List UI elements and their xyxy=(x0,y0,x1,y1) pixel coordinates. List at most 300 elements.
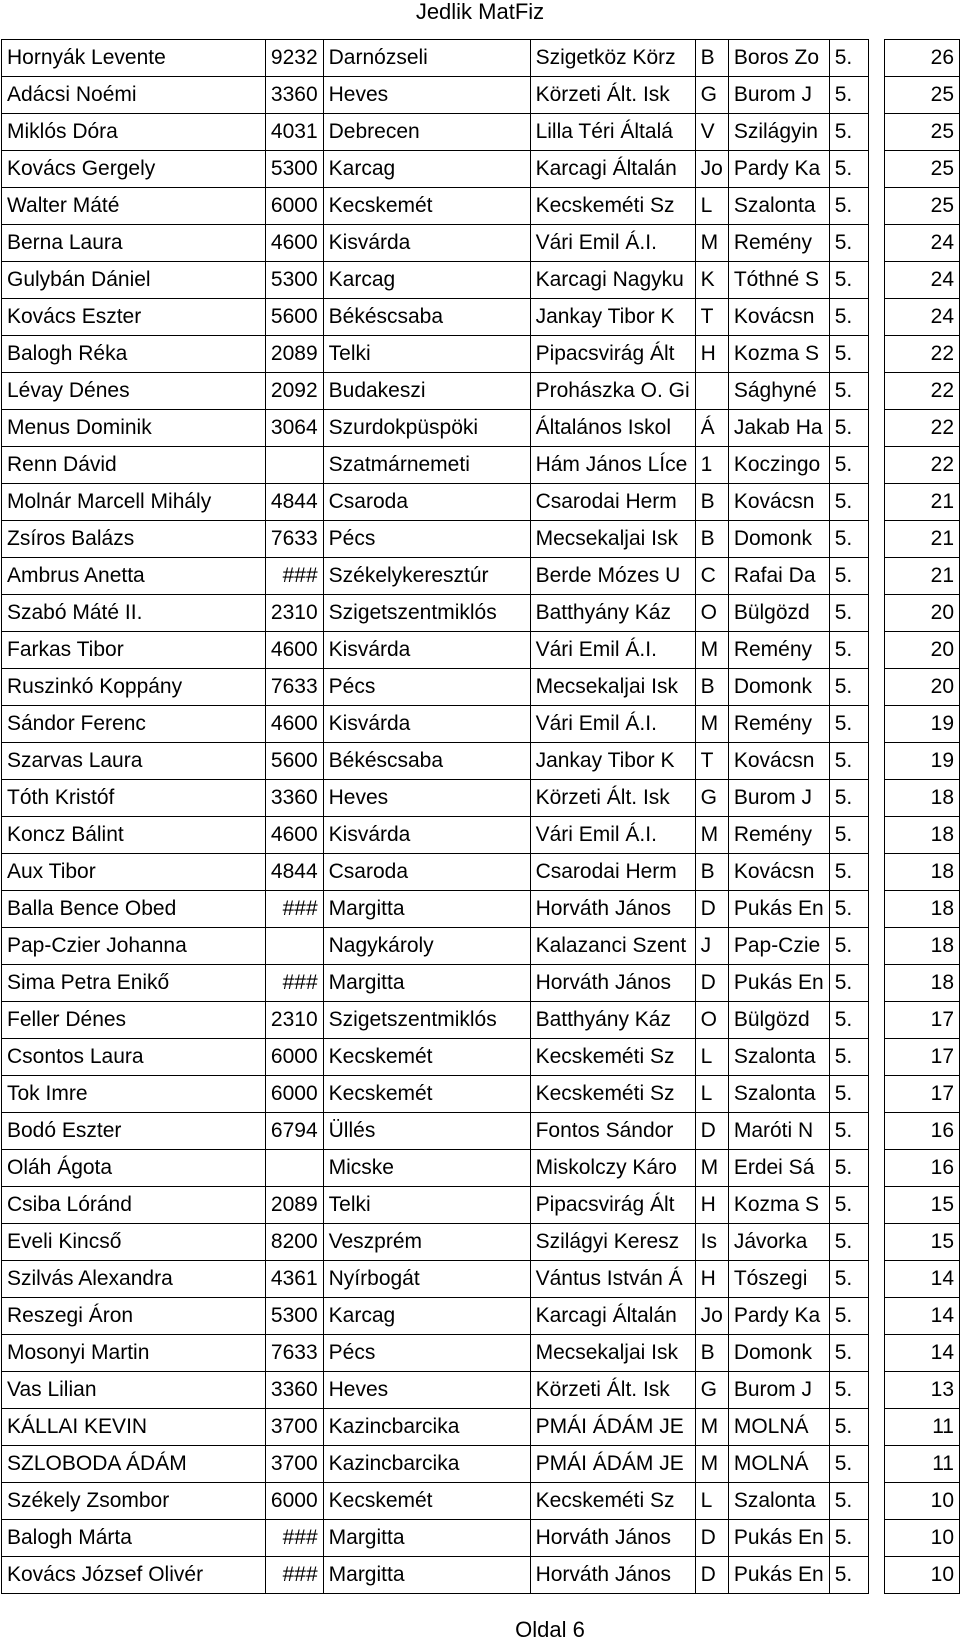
cell-grade: 5. xyxy=(829,854,868,891)
cell-teacher-name: Boros Zo xyxy=(728,40,829,77)
cell-teacher-name: Kovácsn xyxy=(728,854,829,891)
cell-student-name: Berna Laura xyxy=(2,225,266,262)
cell-city: Nagykároly xyxy=(323,928,530,965)
cell-school-name: Prohászka O. Gi xyxy=(530,373,695,410)
cell-score: 22 xyxy=(884,336,959,373)
cell-school-code: T xyxy=(695,299,728,336)
cell-score: 18 xyxy=(884,891,959,928)
cell-school-name: Csarodai Herm xyxy=(530,854,695,891)
page-header-title: Jedlik MatFiz xyxy=(415,0,545,24)
results-table xyxy=(1,39,960,1594)
cell-gap xyxy=(869,1483,885,1520)
cell-grade: 5. xyxy=(829,77,868,114)
cell-score: 17 xyxy=(884,1002,959,1039)
cell-city: Micske xyxy=(323,1150,530,1187)
cell-teacher-name: Pukás En xyxy=(728,1520,829,1557)
cell-teacher-name: Burom J xyxy=(728,77,829,114)
cell-city: Kazincbarcika xyxy=(323,1446,530,1483)
cell-school-code: B xyxy=(695,1335,728,1372)
cell-postal-code: ### xyxy=(265,558,323,595)
cell-postal-code: ### xyxy=(265,1520,323,1557)
cell-student-name: Menus Dominik xyxy=(2,410,266,447)
cell-school-name: Kecskeméti Sz xyxy=(530,1076,695,1113)
cell-student-name: Bodó Eszter xyxy=(2,1113,266,1150)
cell-student-name: Adácsi Noémi xyxy=(2,77,266,114)
cell-gap xyxy=(869,1039,885,1076)
cell-grade: 5. xyxy=(829,817,868,854)
cell-student-name: Oláh Ágota xyxy=(2,1150,266,1187)
cell-school-code: H xyxy=(695,1187,728,1224)
cell-grade: 5. xyxy=(829,373,868,410)
cell-student-name: Sándor Ferenc xyxy=(2,706,266,743)
cell-school-code: L xyxy=(695,188,728,225)
cell-school-code: T xyxy=(695,743,728,780)
cell-city: Karcag xyxy=(323,1298,530,1335)
cell-school-code: M xyxy=(695,1409,728,1446)
cell-grade: 5. xyxy=(829,447,868,484)
cell-student-name: Tok Imre xyxy=(2,1076,266,1113)
table-row xyxy=(2,225,960,262)
cell-school-name: Kalazanci Szent xyxy=(530,928,695,965)
cell-school-code: M xyxy=(695,632,728,669)
cell-school-name: PMÁI ÁDÁM JE xyxy=(530,1446,695,1483)
cell-city: Kecskemét xyxy=(323,1039,530,1076)
cell-score: 20 xyxy=(884,632,959,669)
cell-postal-code: 7633 xyxy=(265,1335,323,1372)
table-row xyxy=(2,928,960,965)
cell-student-name: Sima Petra Enikő xyxy=(2,965,266,1002)
cell-school-name: Berde Mózes U xyxy=(530,558,695,595)
cell-school-name: Vári Emil Á.I. xyxy=(530,817,695,854)
cell-gap xyxy=(869,262,885,299)
cell-student-name: Tóth Kristóf xyxy=(2,780,266,817)
cell-teacher-name: Kovácsn xyxy=(728,484,829,521)
cell-school-name: Hám János LÍce xyxy=(530,447,695,484)
cell-teacher-name: Kovácsn xyxy=(728,743,829,780)
cell-student-name: Reszegi Áron xyxy=(2,1298,266,1335)
cell-grade: 5. xyxy=(829,521,868,558)
cell-city: Telki xyxy=(323,1187,530,1224)
cell-school-code: Jo xyxy=(695,151,728,188)
cell-school-code: M xyxy=(695,1150,728,1187)
cell-student-name: Eveli Kincső xyxy=(2,1224,266,1261)
cell-score: 19 xyxy=(884,706,959,743)
cell-gap xyxy=(869,1298,885,1335)
cell-score: 14 xyxy=(884,1298,959,1335)
cell-grade: 5. xyxy=(829,336,868,373)
cell-score: 11 xyxy=(884,1409,959,1446)
cell-score: 17 xyxy=(884,1039,959,1076)
cell-postal-code: 3700 xyxy=(265,1409,323,1446)
cell-grade: 5. xyxy=(829,484,868,521)
cell-student-name: Székely Zsombor xyxy=(2,1483,266,1520)
table-row xyxy=(2,743,960,780)
cell-school-code: L xyxy=(695,1076,728,1113)
cell-grade: 5. xyxy=(829,1187,868,1224)
cell-city: Heves xyxy=(323,780,530,817)
table-row xyxy=(2,262,960,299)
cell-score: 17 xyxy=(884,1076,959,1113)
cell-teacher-name: MOLNÁ xyxy=(728,1446,829,1483)
cell-grade: 5. xyxy=(829,299,868,336)
cell-student-name: Aux Tibor xyxy=(2,854,266,891)
cell-gap xyxy=(869,521,885,558)
cell-school-code: G xyxy=(695,77,728,114)
cell-postal-code: 4600 xyxy=(265,706,323,743)
cell-gap xyxy=(869,1076,885,1113)
cell-school-name: Körzeti Ált. Isk xyxy=(530,780,695,817)
cell-grade: 5. xyxy=(829,706,868,743)
cell-student-name: Renn Dávid xyxy=(2,447,266,484)
cell-student-name: Walter Máté xyxy=(2,188,266,225)
cell-teacher-name: MOLNÁ xyxy=(728,1409,829,1446)
cell-school-code: V xyxy=(695,114,728,151)
cell-school-name: Vári Emil Á.I. xyxy=(530,706,695,743)
table-row xyxy=(2,1039,960,1076)
cell-teacher-name: Erdei Sá xyxy=(728,1150,829,1187)
cell-score: 15 xyxy=(884,1224,959,1261)
cell-gap xyxy=(869,669,885,706)
cell-city: Csaroda xyxy=(323,854,530,891)
cell-school-name: Vári Emil Á.I. xyxy=(530,632,695,669)
cell-student-name: Feller Dénes xyxy=(2,1002,266,1039)
cell-teacher-name: Domonk xyxy=(728,1335,829,1372)
cell-school-name: Karcagi Általán xyxy=(530,151,695,188)
cell-score: 25 xyxy=(884,188,959,225)
cell-postal-code xyxy=(265,447,323,484)
cell-school-name: Körzeti Ált. Isk xyxy=(530,1372,695,1409)
cell-gap xyxy=(869,1113,885,1150)
table-row xyxy=(2,77,960,114)
cell-school-code: M xyxy=(695,706,728,743)
cell-postal-code: 4600 xyxy=(265,817,323,854)
cell-postal-code: 4844 xyxy=(265,854,323,891)
cell-teacher-name: Kozma S xyxy=(728,1187,829,1224)
cell-city: Margitta xyxy=(323,1557,530,1594)
cell-grade: 5. xyxy=(829,410,868,447)
cell-postal-code: ### xyxy=(265,1557,323,1594)
cell-school-code: H xyxy=(695,336,728,373)
cell-student-name: Hornyák Levente xyxy=(2,40,266,77)
table-row xyxy=(2,114,960,151)
cell-city: Margitta xyxy=(323,891,530,928)
table-row xyxy=(2,965,960,1002)
results-table-body xyxy=(2,40,960,1594)
cell-score: 16 xyxy=(884,1150,959,1187)
cell-city: Telki xyxy=(323,336,530,373)
table-row xyxy=(2,558,960,595)
cell-teacher-name: Remény xyxy=(728,632,829,669)
table-row xyxy=(2,1298,960,1335)
cell-grade: 5. xyxy=(829,40,868,77)
cell-score: 21 xyxy=(884,521,959,558)
cell-city: Kisvárda xyxy=(323,817,530,854)
cell-gap xyxy=(869,336,885,373)
cell-school-name: Batthyány Káz xyxy=(530,595,695,632)
cell-score: 22 xyxy=(884,373,959,410)
cell-gap xyxy=(869,151,885,188)
cell-student-name: Kovács József Olivér xyxy=(2,1557,266,1594)
cell-student-name: Mosonyi Martin xyxy=(2,1335,266,1372)
cell-city: Szatmárnemeti xyxy=(323,447,530,484)
cell-grade: 5. xyxy=(829,1261,868,1298)
table-row xyxy=(2,706,960,743)
cell-school-name: Kecskeméti Sz xyxy=(530,188,695,225)
table-row xyxy=(2,1372,960,1409)
cell-grade: 5. xyxy=(829,1076,868,1113)
cell-student-name: Molnár Marcell Mihály xyxy=(2,484,266,521)
cell-postal-code: 5600 xyxy=(265,299,323,336)
cell-student-name: Kovács Eszter xyxy=(2,299,266,336)
cell-postal-code: 7633 xyxy=(265,521,323,558)
cell-gap xyxy=(869,484,885,521)
cell-city: Pécs xyxy=(323,669,530,706)
cell-student-name: Ruszinkó Koppány xyxy=(2,669,266,706)
cell-school-name: Mecsekaljai Isk xyxy=(530,1335,695,1372)
cell-postal-code: 6000 xyxy=(265,1483,323,1520)
cell-city: Heves xyxy=(323,77,530,114)
cell-score: 18 xyxy=(884,780,959,817)
cell-gap xyxy=(869,632,885,669)
cell-student-name: Szarvas Laura xyxy=(2,743,266,780)
table-row xyxy=(2,410,960,447)
cell-school-name: Csarodai Herm xyxy=(530,484,695,521)
cell-gap xyxy=(869,188,885,225)
cell-gap xyxy=(869,410,885,447)
cell-city: Kecskemét xyxy=(323,1483,530,1520)
table-row xyxy=(2,669,960,706)
cell-school-code: M xyxy=(695,225,728,262)
cell-school-name: Kecskeméti Sz xyxy=(530,1039,695,1076)
cell-gap xyxy=(869,114,885,151)
cell-school-code: D xyxy=(695,891,728,928)
table-row xyxy=(2,891,960,928)
table-row xyxy=(2,521,960,558)
cell-score: 24 xyxy=(884,262,959,299)
cell-school-code: D xyxy=(695,1113,728,1150)
table-row xyxy=(2,780,960,817)
cell-teacher-name: Maróti N xyxy=(728,1113,829,1150)
cell-gap xyxy=(869,1002,885,1039)
cell-teacher-name: Szalonta xyxy=(728,1483,829,1520)
cell-gap xyxy=(869,1261,885,1298)
table-row xyxy=(2,1187,960,1224)
cell-score: 26 xyxy=(884,40,959,77)
cell-school-name: Vántus István Á xyxy=(530,1261,695,1298)
cell-gap xyxy=(869,928,885,965)
table-row xyxy=(2,632,960,669)
cell-postal-code: 2092 xyxy=(265,373,323,410)
cell-postal-code: 6794 xyxy=(265,1113,323,1150)
cell-score: 11 xyxy=(884,1446,959,1483)
cell-score: 19 xyxy=(884,743,959,780)
cell-score: 25 xyxy=(884,77,959,114)
cell-postal-code: 7633 xyxy=(265,669,323,706)
cell-teacher-name: Pukás En xyxy=(728,965,829,1002)
cell-grade: 5. xyxy=(829,780,868,817)
cell-teacher-name: Tószegi xyxy=(728,1261,829,1298)
cell-gap xyxy=(869,447,885,484)
cell-school-code: H xyxy=(695,1261,728,1298)
table-row xyxy=(2,854,960,891)
cell-school-code: M xyxy=(695,817,728,854)
cell-school-name: Általános Iskol xyxy=(530,410,695,447)
cell-school-code xyxy=(695,373,728,410)
cell-grade: 5. xyxy=(829,1557,868,1594)
cell-school-name: Mecsekaljai Isk xyxy=(530,669,695,706)
cell-postal-code: 6000 xyxy=(265,1076,323,1113)
cell-gap xyxy=(869,743,885,780)
cell-school-code: K xyxy=(695,262,728,299)
cell-grade: 5. xyxy=(829,558,868,595)
cell-score: 18 xyxy=(884,854,959,891)
cell-teacher-name: Rafai Da xyxy=(728,558,829,595)
cell-grade: 5. xyxy=(829,114,868,151)
cell-postal-code: 2089 xyxy=(265,1187,323,1224)
table-row xyxy=(2,1520,960,1557)
cell-gap xyxy=(869,299,885,336)
cell-school-name: Jankay Tibor K xyxy=(530,299,695,336)
cell-school-name: Horváth János xyxy=(530,1520,695,1557)
table-row xyxy=(2,1113,960,1150)
cell-teacher-name: Domonk xyxy=(728,669,829,706)
cell-teacher-name: Domonk xyxy=(728,521,829,558)
cell-score: 10 xyxy=(884,1557,959,1594)
cell-gap xyxy=(869,854,885,891)
cell-student-name: Csiba Lóránd xyxy=(2,1187,266,1224)
cell-student-name: Pap-Czier Johanna xyxy=(2,928,266,965)
cell-school-name: Karcagi Általán xyxy=(530,1298,695,1335)
cell-student-name: Koncz Bálint xyxy=(2,817,266,854)
cell-school-code: O xyxy=(695,1002,728,1039)
cell-school-name: Pipacsvirág Ált xyxy=(530,1187,695,1224)
cell-school-code: G xyxy=(695,780,728,817)
cell-score: 22 xyxy=(884,410,959,447)
cell-gap xyxy=(869,1224,885,1261)
cell-grade: 5. xyxy=(829,743,868,780)
cell-grade: 5. xyxy=(829,1002,868,1039)
cell-gap xyxy=(869,706,885,743)
cell-postal-code: 5300 xyxy=(265,262,323,299)
cell-student-name: Gulybán Dániel xyxy=(2,262,266,299)
cell-teacher-name: Szalonta xyxy=(728,1039,829,1076)
cell-city: Szigetszentmiklós xyxy=(323,595,530,632)
cell-score: 15 xyxy=(884,1187,959,1224)
cell-city: Veszprém xyxy=(323,1224,530,1261)
cell-grade: 5. xyxy=(829,891,868,928)
cell-school-code: D xyxy=(695,1520,728,1557)
cell-teacher-name: Szalonta xyxy=(728,1076,829,1113)
cell-city: Békéscsaba xyxy=(323,743,530,780)
cell-teacher-name: Remény xyxy=(728,225,829,262)
cell-teacher-name: Burom J xyxy=(728,1372,829,1409)
cell-score: 25 xyxy=(884,151,959,188)
cell-city: Margitta xyxy=(323,1520,530,1557)
cell-school-name: Karcagi Nagyku xyxy=(530,262,695,299)
table-row xyxy=(2,151,960,188)
cell-school-name: Körzeti Ált. Isk xyxy=(530,77,695,114)
cell-postal-code: 6000 xyxy=(265,188,323,225)
cell-teacher-name: Szalonta xyxy=(728,188,829,225)
cell-teacher-name: Kozma S xyxy=(728,336,829,373)
cell-postal-code: 5300 xyxy=(265,1298,323,1335)
cell-city: Pécs xyxy=(323,1335,530,1372)
table-row xyxy=(2,336,960,373)
table-row xyxy=(2,373,960,410)
cell-school-name: Pipacsvirág Ált xyxy=(530,336,695,373)
cell-postal-code: 3064 xyxy=(265,410,323,447)
cell-gap xyxy=(869,1446,885,1483)
cell-school-name: Miskolczy Káro xyxy=(530,1150,695,1187)
cell-teacher-name: Bülgözd xyxy=(728,595,829,632)
cell-grade: 5. xyxy=(829,262,868,299)
cell-student-name: Ambrus Anetta xyxy=(2,558,266,595)
cell-grade: 5. xyxy=(829,1372,868,1409)
page-footer-number: Oldal 6 xyxy=(515,1617,585,1642)
cell-student-name: KÁLLAI KEVIN xyxy=(2,1409,266,1446)
cell-grade: 5. xyxy=(829,1150,868,1187)
cell-teacher-name: Remény xyxy=(728,706,829,743)
table-row xyxy=(2,1002,960,1039)
cell-school-name: Horváth János xyxy=(530,965,695,1002)
cell-gap xyxy=(869,373,885,410)
cell-score: 25 xyxy=(884,114,959,151)
cell-school-code: 1 xyxy=(695,447,728,484)
cell-grade: 5. xyxy=(829,669,868,706)
cell-gap xyxy=(869,1335,885,1372)
cell-school-code: Á xyxy=(695,410,728,447)
cell-school-name: Mecsekaljai Isk xyxy=(530,521,695,558)
cell-school-code: Is xyxy=(695,1224,728,1261)
cell-score: 10 xyxy=(884,1520,959,1557)
cell-gap xyxy=(869,40,885,77)
cell-teacher-name: Pukás En xyxy=(728,891,829,928)
cell-score: 24 xyxy=(884,299,959,336)
cell-school-code: B xyxy=(695,521,728,558)
cell-school-code: B xyxy=(695,484,728,521)
cell-gap xyxy=(869,77,885,114)
cell-postal-code xyxy=(265,1150,323,1187)
cell-school-name: Jankay Tibor K xyxy=(530,743,695,780)
table-row xyxy=(2,188,960,225)
cell-postal-code: 2310 xyxy=(265,595,323,632)
cell-postal-code: 2089 xyxy=(265,336,323,373)
cell-city: Kisvárda xyxy=(323,632,530,669)
cell-city: Debrecen xyxy=(323,114,530,151)
cell-grade: 5. xyxy=(829,632,868,669)
cell-postal-code: 3700 xyxy=(265,1446,323,1483)
cell-gap xyxy=(869,558,885,595)
cell-score: 18 xyxy=(884,817,959,854)
cell-gap xyxy=(869,1187,885,1224)
cell-postal-code: 4844 xyxy=(265,484,323,521)
table-row xyxy=(2,1557,960,1594)
cell-grade: 5. xyxy=(829,225,868,262)
cell-school-code: O xyxy=(695,595,728,632)
cell-gap xyxy=(869,817,885,854)
cell-school-code: D xyxy=(695,1557,728,1594)
cell-teacher-name: Remény xyxy=(728,817,829,854)
cell-student-name: Szilvás Alexandra xyxy=(2,1261,266,1298)
cell-postal-code: 4600 xyxy=(265,225,323,262)
table-row xyxy=(2,484,960,521)
cell-grade: 5. xyxy=(829,1224,868,1261)
cell-student-name: Balla Bence Obed xyxy=(2,891,266,928)
cell-score: 14 xyxy=(884,1335,959,1372)
cell-school-name: Vári Emil Á.I. xyxy=(530,225,695,262)
cell-city: Kisvárda xyxy=(323,225,530,262)
cell-postal-code: 2310 xyxy=(265,1002,323,1039)
